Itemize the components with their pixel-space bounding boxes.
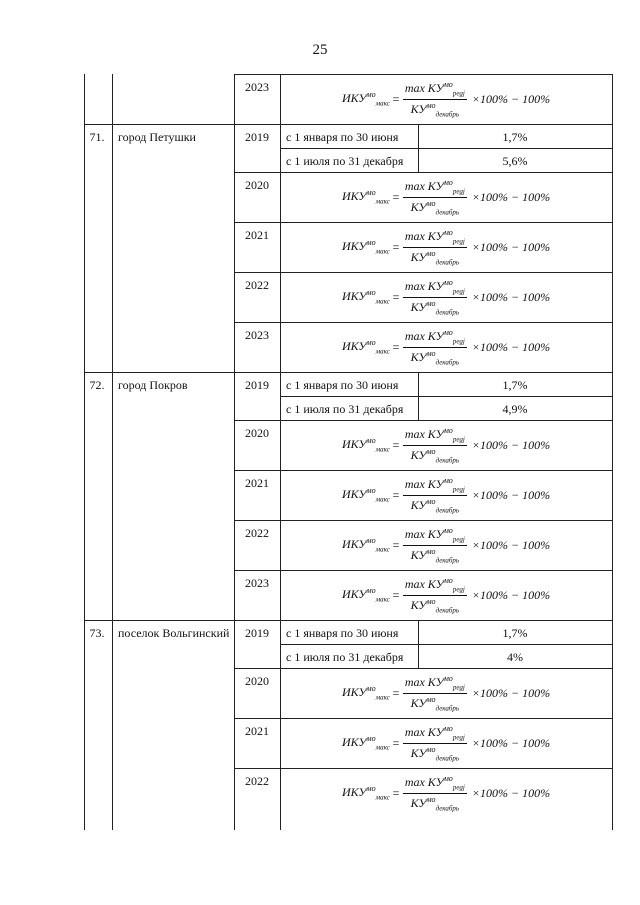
formula-tail: ×100% − 100%: [471, 339, 551, 354]
formula-tail: ×100% − 100%: [471, 189, 551, 204]
formula-numerator: $\max КУ^{мо}_{pegj}$: [404, 576, 465, 594]
year-cell: 2019: [245, 626, 269, 640]
formula-denominator: $КУ^{мо}_{декабрь}$: [410, 298, 460, 316]
max-index-formula: [280, 668, 612, 718]
max-index-formula: [280, 520, 612, 570]
period-label: с 1 июля по 31 декабря: [286, 402, 404, 416]
max-index-formula: [280, 222, 612, 272]
period-label: с 1 июля по 31 декабря: [286, 650, 404, 664]
formula-denominator: $КУ^{мо}_{декабрь}$: [410, 248, 460, 266]
formula-equals: =: [391, 685, 400, 700]
year-cell: 2023: [245, 328, 269, 342]
formula-tail: ×100% − 100%: [471, 785, 551, 800]
max-index-formula: [280, 322, 612, 372]
formula-lhs: $ИКУ^{мо}_{макс}$: [341, 288, 390, 306]
formula-tail: ×100% − 100%: [471, 437, 551, 452]
formula-equals: =: [391, 785, 400, 800]
max-index-formula: [280, 768, 612, 818]
formula-denominator: $КУ^{мо}_{декабрь}$: [410, 348, 460, 366]
year-cell: 2021: [245, 228, 269, 242]
formula-fraction: [403, 178, 467, 216]
formula-equals: =: [391, 487, 400, 502]
formula-lhs: $ИКУ^{мо}_{макс}$: [341, 784, 390, 802]
formula-equals: =: [391, 91, 400, 106]
year-cell: 2020: [245, 178, 269, 192]
year-cell: 2023: [245, 80, 269, 94]
formula-fraction: [403, 576, 467, 614]
settlement-name: город Петушки: [118, 130, 196, 144]
formula-numerator: $\max КУ^{мо}_{pegj}$: [404, 278, 465, 296]
row-rule: [84, 620, 612, 621]
formula-lhs: $ИКУ^{мо}_{макс}$: [341, 734, 390, 752]
formula-tail: ×100% − 100%: [471, 537, 551, 552]
formula-numerator: $\max КУ^{мо}_{pegj}$: [404, 674, 465, 692]
formula-denominator: $КУ^{мо}_{декабрь}$: [410, 546, 460, 564]
row-rule: [84, 124, 612, 125]
max-index-formula: [280, 74, 612, 124]
period-col-rule: [418, 124, 419, 172]
table-top-rule: [234, 74, 612, 75]
formula-lhs: $ИКУ^{мо}_{макс}$: [341, 436, 390, 454]
year-cell: 2019: [245, 378, 269, 392]
settlement-name: город Покров: [118, 378, 188, 392]
period-value: 1,7%: [502, 130, 528, 144]
period-rule: [280, 148, 612, 149]
formula-fraction: [403, 526, 467, 564]
formula-equals: =: [391, 339, 400, 354]
formula-equals: =: [391, 587, 400, 602]
table-col-rule: [112, 74, 113, 830]
period-value: 4%: [507, 650, 523, 664]
period-rule: [280, 644, 612, 645]
year-cell: 2020: [245, 674, 269, 688]
year-cell: 2022: [245, 278, 269, 292]
year-cell: 2022: [245, 526, 269, 540]
formula-lhs: $ИКУ^{мо}_{макс}$: [341, 486, 390, 504]
max-index-formula: [280, 470, 612, 520]
formula-numerator: $\max КУ^{мо}_{pegj}$: [404, 476, 465, 494]
formula-numerator: $\max КУ^{мо}_{pegj}$: [404, 178, 465, 196]
formula-lhs: $ИКУ^{мо}_{макс}$: [341, 238, 390, 256]
formula-denominator: $КУ^{мо}_{декабрь}$: [410, 446, 460, 464]
formula-numerator: $\max КУ^{мо}_{pegj}$: [404, 426, 465, 444]
formula-fraction: [403, 476, 467, 514]
period-label: с 1 января по 30 июня: [286, 130, 399, 144]
formula-lhs: $ИКУ^{мо}_{макс}$: [341, 586, 390, 604]
period-label: с 1 июля по 31 декабря: [286, 154, 404, 168]
period-rule: [280, 396, 612, 397]
period-value: 4,9%: [502, 402, 528, 416]
year-cell: 2022: [245, 774, 269, 788]
formula-lhs: $ИКУ^{мо}_{макс}$: [341, 188, 390, 206]
max-index-formula: [280, 570, 612, 620]
period-value: 1,7%: [502, 378, 528, 392]
formula-lhs: $ИКУ^{мо}_{макс}$: [341, 338, 390, 356]
formula-tail: ×100% − 100%: [471, 685, 551, 700]
formula-tail: ×100% − 100%: [471, 289, 551, 304]
year-cell: 2020: [245, 426, 269, 440]
formula-fraction: [403, 278, 467, 316]
year-cell: 2021: [245, 476, 269, 490]
formula-lhs: $ИКУ^{мо}_{макс}$: [341, 536, 390, 554]
period-col-rule: [418, 620, 419, 668]
formula-equals: =: [391, 735, 400, 750]
max-index-formula: [280, 272, 612, 322]
year-cell: 2019: [245, 130, 269, 144]
formula-denominator: $КУ^{мо}_{декабрь}$: [410, 198, 460, 216]
row-number: 72.: [89, 378, 105, 392]
formula-tail: ×100% − 100%: [471, 487, 551, 502]
formula-fraction: [403, 724, 467, 762]
formula-denominator: $КУ^{мо}_{декабрь}$: [410, 496, 460, 514]
formula-numerator: $\max КУ^{мо}_{pegj}$: [404, 526, 465, 544]
formula-denominator: $КУ^{мо}_{декабрь}$: [410, 744, 460, 762]
formula-fraction: [403, 80, 467, 118]
formula-fraction: [403, 774, 467, 812]
formula-denominator: $КУ^{мо}_{декабрь}$: [410, 100, 460, 118]
formula-equals: =: [391, 189, 400, 204]
year-cell: 2021: [245, 724, 269, 738]
max-index-formula: [280, 718, 612, 768]
formula-numerator: $\max КУ^{мо}_{pegj}$: [404, 724, 465, 742]
formula-lhs: $ИКУ^{мо}_{макс}$: [341, 684, 390, 702]
table-right-rule: [612, 74, 613, 830]
period-value: 5,6%: [502, 154, 528, 168]
formula-fraction: [403, 228, 467, 266]
formula-equals: =: [391, 437, 400, 452]
formula-lhs: $ИКУ^{мо}_{макс}$: [341, 90, 390, 108]
formula-fraction: [403, 674, 467, 712]
formula-numerator: $\max КУ^{мо}_{pegj}$: [404, 328, 465, 346]
formula-tail: ×100% − 100%: [471, 587, 551, 602]
row-number: 71.: [89, 130, 105, 144]
table-left-rule: [84, 74, 85, 830]
page-number: 25: [312, 42, 328, 58]
formula-equals: =: [391, 289, 400, 304]
formula-denominator: $КУ^{мо}_{декабрь}$: [410, 596, 460, 614]
formula-numerator: $\max КУ^{мо}_{pegj}$: [404, 228, 465, 246]
formula-tail: ×100% − 100%: [471, 239, 551, 254]
max-index-formula: [280, 420, 612, 470]
period-label: с 1 января по 30 июня: [286, 378, 399, 392]
settlement-name: поселок Вольгинский: [118, 626, 230, 640]
formula-fraction: [403, 328, 467, 366]
max-index-formula: [280, 172, 612, 222]
formula-denominator: $КУ^{мо}_{декабрь}$: [410, 794, 460, 812]
formula-tail: ×100% − 100%: [471, 735, 551, 750]
formula-tail: ×100% − 100%: [471, 91, 551, 106]
formula-numerator: $\max КУ^{мо}_{pegj}$: [404, 774, 465, 792]
formula-numerator: $\max КУ^{мо}_{pegj}$: [404, 80, 465, 98]
row-rule: [84, 372, 612, 373]
period-value: 1,7%: [502, 626, 528, 640]
year-cell: 2023: [245, 576, 269, 590]
formula-denominator: $КУ^{мо}_{декабрь}$: [410, 694, 460, 712]
formula-equals: =: [391, 239, 400, 254]
formula-fraction: [403, 426, 467, 464]
period-col-rule: [418, 372, 419, 420]
formula-equals: =: [391, 537, 400, 552]
period-label: с 1 января по 30 июня: [286, 626, 399, 640]
row-number: 73.: [89, 626, 105, 640]
